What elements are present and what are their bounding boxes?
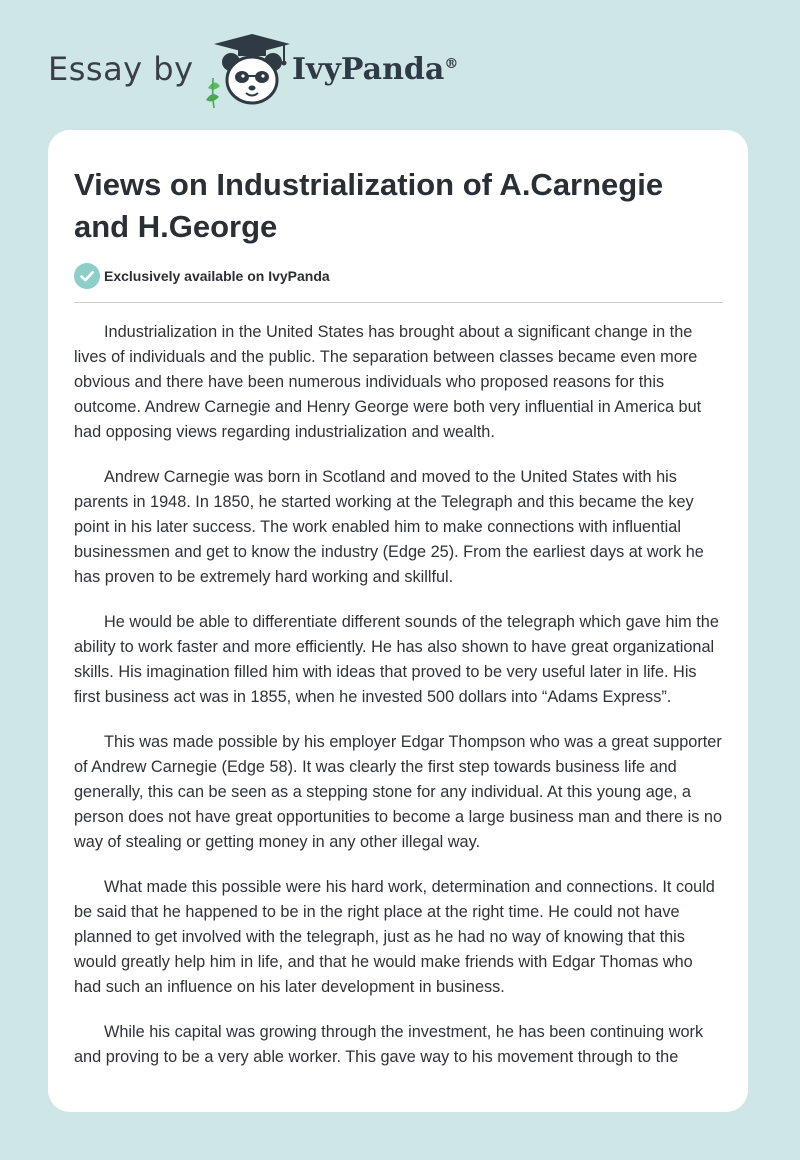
essay-by-label: Essay by (48, 50, 194, 88)
essay-card (48, 130, 748, 1112)
paragraph: Andrew Carnegie was born in Scotland and moved to the United States with his parents in 1948. In 1850, he started working at the Telegraph and this became the key point in his later success. The work enabled him to make connections with influential businessmen and get to know the industry (Edge 25). From the earliest days at work he has proven to be extremely hard working and skillful. (74, 468, 704, 586)
registered-mark: ® (444, 56, 459, 72)
brand-text: IvyPanda (292, 52, 445, 87)
paragraph: He would be able to differentiate different sounds of the telegraph which gave him the ability to work faster and more efficiently. He has also shown to have great organizational skills. His imagination filled him with ideas that proved to be very useful later in life. His first business act was in 1855, when he invested 500 dollars into “Adams Express”. (74, 613, 719, 706)
title-divider (74, 302, 723, 303)
panda-graduate-logo-icon[interactable] (200, 30, 296, 110)
essay-title: Views on Industrialization of A.Carnegie and H.George (74, 167, 664, 244)
essay-body (74, 320, 724, 1090)
site-header (0, 0, 800, 130)
check-circle-icon (74, 263, 100, 289)
brand-name[interactable] (292, 52, 458, 87)
exclusive-badge-label: Exclusively available on IvyPanda (104, 268, 330, 284)
paragraph: This was made possible by his employer Edgar Thompson who was a great supporter of Andrew Carnegie (Edge 58). It was clearly the first step towards business life and generally, this can be seen as a stepping stone for any individual. At this young age, a person does not have great opportunities to become a large business man and there is no way of stealing or getting money in any other illegal way. (74, 733, 723, 851)
paragraph: What made this possible were his hard work, determination and connections. It could be said that he happened to be in the right place at the right time. He could not have planned to get involved with the telegraph, just as he had no way of knowing that this would greatly help him in life, and that he would make friends with Edgar Thomas who had such an influence on his later development in business. (74, 878, 715, 996)
paragraph: Industrialization in the United States has brought about a significant change in the lives of individuals and the public. The separation between classes became even more obvious and there have been numerous individuals who proposed reasons for this outcome. Andrew Carnegie and Henry George were both very influential in America but had opposing views regarding industrialization and wealth. (74, 323, 702, 441)
paragraph: While his capital was growing through the investment, he has been continuing work and proving to be a very able worker. This gave way to his movement through to the (74, 1023, 704, 1066)
